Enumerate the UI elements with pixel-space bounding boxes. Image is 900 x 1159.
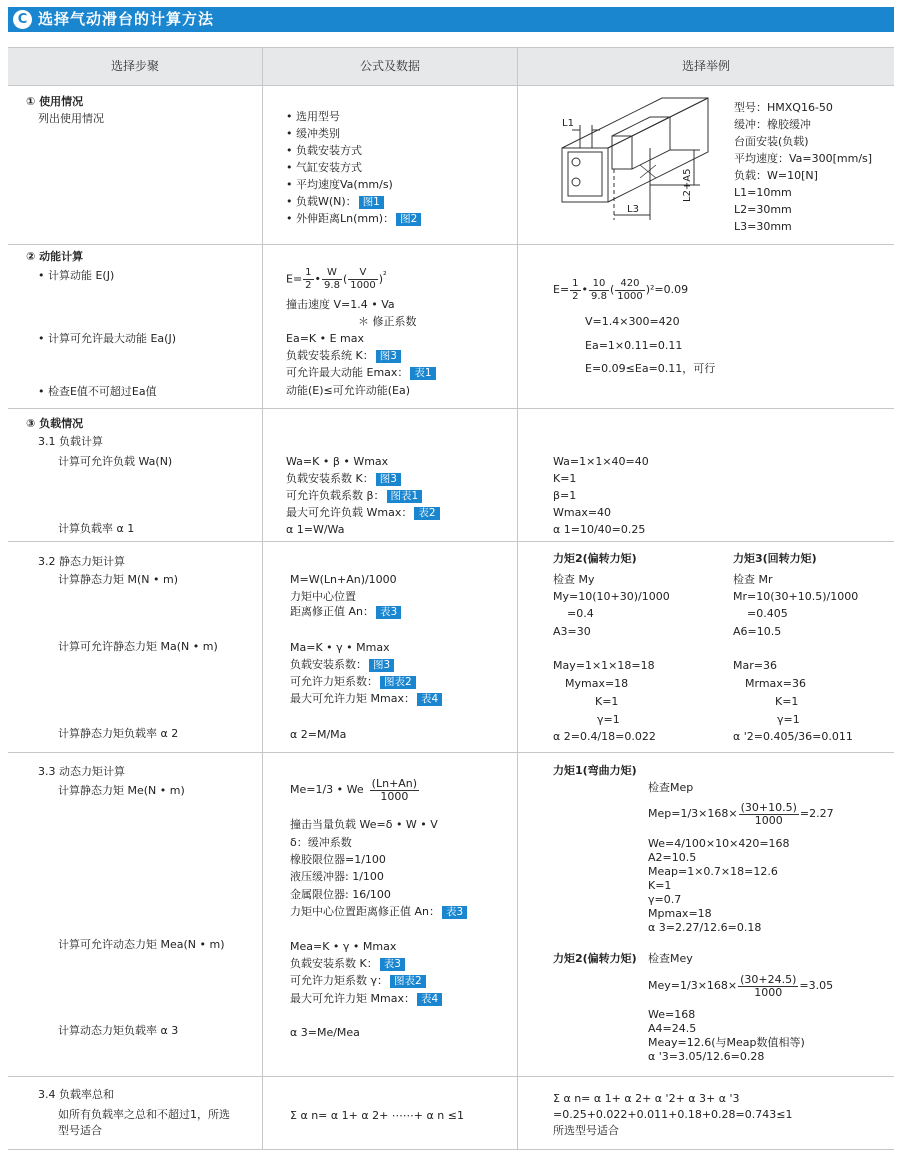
frac-den: 2 <box>305 280 312 292</box>
ref-tag-tab4[interactable]: 表4 <box>417 993 442 1006</box>
s33-ex2-title: 力矩2(偏转力矩) <box>553 952 637 965</box>
frac-num: 420 <box>615 278 644 291</box>
page-title: 选择气动滑台的计算方法 <box>38 10 215 28</box>
s32-ex-a: α 2=0.4/18=0.022 <box>553 730 656 743</box>
s3-line: α 1=W/Wa <box>286 523 345 536</box>
s1-sub: 列出使用情况 <box>38 112 104 125</box>
s32-line: α 2=M/Ma <box>290 728 347 741</box>
s34-desc: 如所有负载率之总和不超过1，所选 <box>58 1108 230 1121</box>
s32-ex-b: =0.405 <box>747 607 788 620</box>
formula-me <box>290 776 420 804</box>
s2-k-label: 负载安装系统 K： <box>286 349 374 362</box>
ref-tag-tab3[interactable]: 表3 <box>380 958 405 971</box>
formula-mep <box>648 800 834 828</box>
s2-heading: ② 动能计算 <box>26 250 84 263</box>
s3-k-label: 负载安装系数 K： <box>286 472 374 485</box>
s33-line-mmax <box>290 992 442 1006</box>
s1-item: • 缓冲类别 <box>286 127 340 140</box>
s33-line-gamma <box>290 974 426 988</box>
s33-line: 撞击当量负载 We=δ • W • V <box>290 818 438 831</box>
s32-sub: 3.2 静态力矩计算 <box>38 555 125 568</box>
frac-den: 9.8 <box>324 280 340 292</box>
s2-ex-line: Ea=1×0.11=0.11 <box>585 339 683 352</box>
row-divider <box>8 244 894 245</box>
s33-ex1-line: α 3=2.27/12.6=0.18 <box>648 921 762 934</box>
s32-ex-a: 检查 My <box>553 573 595 586</box>
s32-line-k <box>290 658 394 672</box>
ref-tag-chart1[interactable]: 图表1 <box>387 490 423 503</box>
s32-ex-b-title: 力矩3(回转力矩) <box>733 552 817 565</box>
s33-line: Mea=K • γ • Mmax <box>290 940 397 953</box>
s3-ex: α 1=10/40=0.25 <box>553 523 646 536</box>
s3-line: Wa=K • β • Wmax <box>286 455 389 468</box>
slide-top-face <box>562 98 708 148</box>
s1-example: L2=30mm <box>734 203 792 216</box>
frac-num: 10 <box>589 278 609 291</box>
s1-example: 型号：HMXQ16-50 <box>734 101 833 114</box>
s32-line: 力矩中心位置 <box>290 590 356 603</box>
s32-ex-b: K=1 <box>775 695 799 708</box>
row-divider <box>8 408 894 409</box>
frac-den: 1000 <box>754 813 783 827</box>
s33-line-an <box>290 905 467 919</box>
s1-item: • 负载安装方式 <box>286 144 362 157</box>
slide-front-face <box>562 148 608 202</box>
s1-example: 台面安装(负载) <box>734 135 809 148</box>
s33-sub: 3.3 动态力矩计算 <box>38 765 125 778</box>
s2-step: • 计算可允许最大动能 Ea(J) <box>38 332 176 345</box>
ref-tag-tab1[interactable]: 表1 <box>410 367 435 380</box>
frac-num: (30+10.5) <box>740 800 797 814</box>
frac-den: 1000 <box>350 280 376 292</box>
s1-example: 平均速度：Va=300[mm/s] <box>734 152 873 165</box>
label-l3: L3 <box>627 204 639 215</box>
formula-e-sup: ² <box>383 270 387 281</box>
s32-line: Ma=K • γ • Mmax <box>290 641 390 654</box>
s1-example: 负载：W=10[N] <box>734 169 818 182</box>
s2-line: ＊ 修正系数 <box>358 315 417 328</box>
s32-ex-b: Mr=10(30+10.5)/1000 <box>733 590 859 603</box>
s33-line: δ：缓冲系数 <box>290 836 352 849</box>
s32-step: 计算静态力矩负载率 α 2 <box>58 727 179 740</box>
section-c-icon: C <box>13 10 32 29</box>
frac-den: 1000 <box>617 290 643 302</box>
s34-desc: 型号适合 <box>58 1124 102 1137</box>
s33-step: 计算动态力矩负载率 α 3 <box>58 1024 179 1037</box>
s33-ex1-line: γ=0.7 <box>648 893 682 906</box>
s33-step: 计算静态力矩 Me(N • m) <box>58 784 185 797</box>
s1-example: L1=10mm <box>734 186 792 199</box>
s32-gamma-label: 可允许力矩系数： <box>290 675 378 688</box>
s1-heading: ① 使用情况 <box>26 95 84 108</box>
s32-ex-a: Mymax=18 <box>565 677 629 690</box>
s32-ex-b: Mrmax=36 <box>745 677 806 690</box>
s34-ex: 所选型号适合 <box>553 1124 619 1137</box>
s33-ex1-line: Mpmax=18 <box>648 907 712 920</box>
s2-line: Ea=K • E max <box>286 332 365 345</box>
s3-ex: Wmax=40 <box>553 506 612 519</box>
s32-line: M=W(Ln+An)/1000 <box>290 573 397 586</box>
s2-line-k <box>286 349 401 363</box>
s1-ln-label: • 外伸距离Ln(mm)： <box>286 212 395 225</box>
s34-ex: =0.25+0.022+0.011+0.18+0.28=0.743≤1 <box>553 1108 793 1121</box>
s33-gamma-label: 可允许力矩系数 γ： <box>290 974 389 987</box>
s3-step: 计算可允许负载 Wa(N) <box>58 455 173 468</box>
s2-step: • 计算动能 E(J) <box>38 269 115 282</box>
ref-tag-tab3[interactable]: 表3 <box>376 606 401 619</box>
s1-example: L3=30mm <box>734 220 792 233</box>
s33-ex2-line: α '3=3.05/12.6=0.28 <box>648 1050 765 1063</box>
s3-ex: K=1 <box>553 472 577 485</box>
s2-line: 动能(E)≤可允许动能(Ea) <box>286 384 411 397</box>
s3-line-beta <box>286 489 422 503</box>
example-e: E= $\frac{1}{2}$ • $\frac{10}{9.8}$ ( $\frac{420}{1000}$ )²=0.09 <box>553 277 689 302</box>
s2-line: 撞击速度 V=1.4 • Va <box>286 298 395 311</box>
s1-example: 缓冲：橡胶缓冲 <box>734 118 811 131</box>
s32-ex-a: =0.4 <box>567 607 594 620</box>
s33-an-label: 力矩中心位置距离修正值 An： <box>290 905 440 918</box>
section-header <box>8 7 894 32</box>
s32-ex-a: May=1×1×18=18 <box>553 659 655 672</box>
ref-tag-chart2[interactable]: 图表2 <box>380 676 416 689</box>
col-header-example: 选择举例 <box>518 47 894 86</box>
s3-wmax-label: 最大可允许负载 Wmax： <box>286 506 413 519</box>
s32-line-gamma <box>290 675 416 689</box>
ref-tag-tab3[interactable]: 表3 <box>442 906 467 919</box>
s33-line: 液压缓冲器: 1/100 <box>290 870 384 883</box>
s32-k-label: 负载安装系数： <box>290 658 367 671</box>
frac-num: V <box>348 267 377 280</box>
s2-emax-label: 可允许最大动能 Emax： <box>286 366 409 379</box>
label-l1: L1 <box>562 118 574 129</box>
frac-den: 1000 <box>754 985 783 999</box>
s33-ex1-line: K=1 <box>648 879 672 892</box>
s33-ex1-line: Meap=1×0.7×18=12.6 <box>648 865 778 878</box>
frac-num: 1 <box>305 267 312 279</box>
row-divider <box>8 1076 894 1077</box>
s34-ex: Σ α n= α 1+ α 2+ α '2+ α 3+ α '3 <box>553 1092 740 1105</box>
col-divider <box>517 47 518 1149</box>
frac-num: (Ln+An) <box>371 776 418 790</box>
s3-sub: 3.1 负载计算 <box>38 435 103 448</box>
ref-tag-fig3[interactable]: 图3 <box>376 350 401 363</box>
s32-ex-a: My=10(10+30)/1000 <box>553 590 670 603</box>
s32-line-mmax <box>290 692 442 706</box>
formula-me-pre: Me=1/3 • We <box>290 783 364 796</box>
s3-beta-label: 可允许负载系数 β： <box>286 489 385 502</box>
s32-ex-b: 检查 Mr <box>733 573 773 586</box>
s32-ex-b: γ=1 <box>777 713 800 726</box>
s2-ex-line: V=1.4×300=420 <box>585 315 680 328</box>
s3-ex: Wa=1×1×40=40 <box>553 455 649 468</box>
s33-line: α 3=Me/Mea <box>290 1026 360 1039</box>
ref-tag-fig3[interactable]: 图3 <box>376 473 401 486</box>
s32-ex-a: K=1 <box>595 695 619 708</box>
s3-line-wmax <box>286 506 440 520</box>
s33-line: 金属限位器: 16/100 <box>290 888 391 901</box>
ref-tag-fig2[interactable]: 图2 <box>396 213 421 226</box>
ref-tag-fig3[interactable]: 图3 <box>369 659 394 672</box>
ex-e-post: )²=0.09 <box>645 283 689 296</box>
mey-pre: Mey=1/3×168× <box>648 979 738 992</box>
load-block <box>612 117 670 169</box>
s2-step: • 检查E值不可超过Ea值 <box>38 385 157 398</box>
s32-ex-a: γ=1 <box>597 713 620 726</box>
s3-line-k <box>286 472 401 486</box>
s33-ex1-check: 检查Mep <box>648 781 694 794</box>
frac-den: 9.8 <box>591 290 607 302</box>
ref-tag-fig1[interactable]: 图1 <box>359 196 384 209</box>
s32-step: 计算静态力矩 M(N • m) <box>58 573 178 586</box>
s1-item: • 气缸安装方式 <box>286 161 362 174</box>
s1-item-load <box>286 195 384 209</box>
formula-mey <box>648 972 833 1000</box>
s32-an-label: 距离修正值 An： <box>290 605 374 618</box>
col-header-steps: 选择步聚 <box>8 47 262 86</box>
ex-e-pre: E= <box>553 283 570 296</box>
s33-step: 计算可允许动态力矩 Mea(N • m) <box>58 938 225 951</box>
s32-ex-b: α '2=0.405/36=0.011 <box>733 730 853 743</box>
s32-mmax-label: 最大可允许力矩 Mmax： <box>290 692 415 705</box>
s34-sub: 3.4 负载率总和 <box>38 1088 114 1101</box>
mep-pre: Mep=1/3×168× <box>648 807 738 820</box>
slide-diagram <box>550 90 720 240</box>
s33-ex2-line: We=168 <box>648 1008 696 1021</box>
frac-num: 1 <box>572 277 579 289</box>
s1-load-label: • 负载W(N)： <box>286 195 357 208</box>
s33-ex2-line: A4=24.5 <box>648 1022 697 1035</box>
s32-ex-b: Mar=36 <box>733 659 777 672</box>
s32-ex-b: A6=10.5 <box>733 625 782 638</box>
s33-line: 橡胶限位器=1/100 <box>290 853 386 866</box>
s33-ex2-check: 检查Mey <box>648 952 693 965</box>
col-divider <box>262 47 263 1149</box>
ref-tag-chart2[interactable]: 图表2 <box>390 975 426 988</box>
s33-k-label: 负载安装系数 K： <box>290 957 378 970</box>
s33-line-k <box>290 957 405 971</box>
s1-item: • 平均速度Va(mm/s) <box>286 178 393 191</box>
frac-num: (30+24.5) <box>740 972 797 986</box>
s1-item-ln <box>286 212 421 226</box>
col-header-formula: 公式及数据 <box>263 47 517 86</box>
s1-item: • 选用型号 <box>286 110 340 123</box>
s32-step: 计算可允许静态力矩 Ma(N • m) <box>58 640 218 653</box>
s3-ex: β=1 <box>553 489 577 502</box>
s2-line-emax <box>286 366 436 380</box>
row-divider <box>8 541 894 542</box>
s33-mmax-label: 最大可允许力矩 Mmax： <box>290 992 415 1005</box>
s33-ex1-title: 力矩1(弯曲力矩) <box>553 764 637 777</box>
frac-den: 2 <box>572 290 579 302</box>
s33-ex2-line: Meay=12.6(与Meap数值相等) <box>648 1036 805 1049</box>
formula-e-pre: E= <box>286 272 303 286</box>
s32-line-an <box>290 605 401 619</box>
s34-formula: Σ α n= α 1+ α 2+ ⋯⋯+ α n ≤1 <box>290 1109 464 1122</box>
row-divider <box>8 1149 894 1150</box>
frac-den: 1000 <box>380 789 409 803</box>
row-divider <box>8 752 894 753</box>
formula-e: E= $\frac{1}{2}$ • $\frac{W}{9.8}$ ( $\frac{V}{1000}$ )$^{^2}$ <box>286 267 387 292</box>
s33-ex1-line: We=4/100×10×420=168 <box>648 837 790 850</box>
mey-post: =3.05 <box>799 979 834 992</box>
s33-ex1-line: A2=10.5 <box>648 851 697 864</box>
s3-heading: ③ 负载情况 <box>26 417 84 430</box>
label-l2a5: L2+A5 <box>682 168 693 202</box>
ref-tag-tab4[interactable]: 表4 <box>417 693 442 706</box>
s3-step: 计算负载率 α 1 <box>58 522 135 535</box>
s2-ex-line: E=0.09≤Ea=0.11，可行 <box>585 362 716 375</box>
frac-num: W <box>322 267 342 280</box>
mep-post: =2.27 <box>799 807 834 820</box>
s32-ex-a: A3=30 <box>553 625 591 638</box>
ref-tag-tab2[interactable]: 表2 <box>414 507 439 520</box>
s32-ex-a-title: 力矩2(偏转力矩) <box>553 552 637 565</box>
